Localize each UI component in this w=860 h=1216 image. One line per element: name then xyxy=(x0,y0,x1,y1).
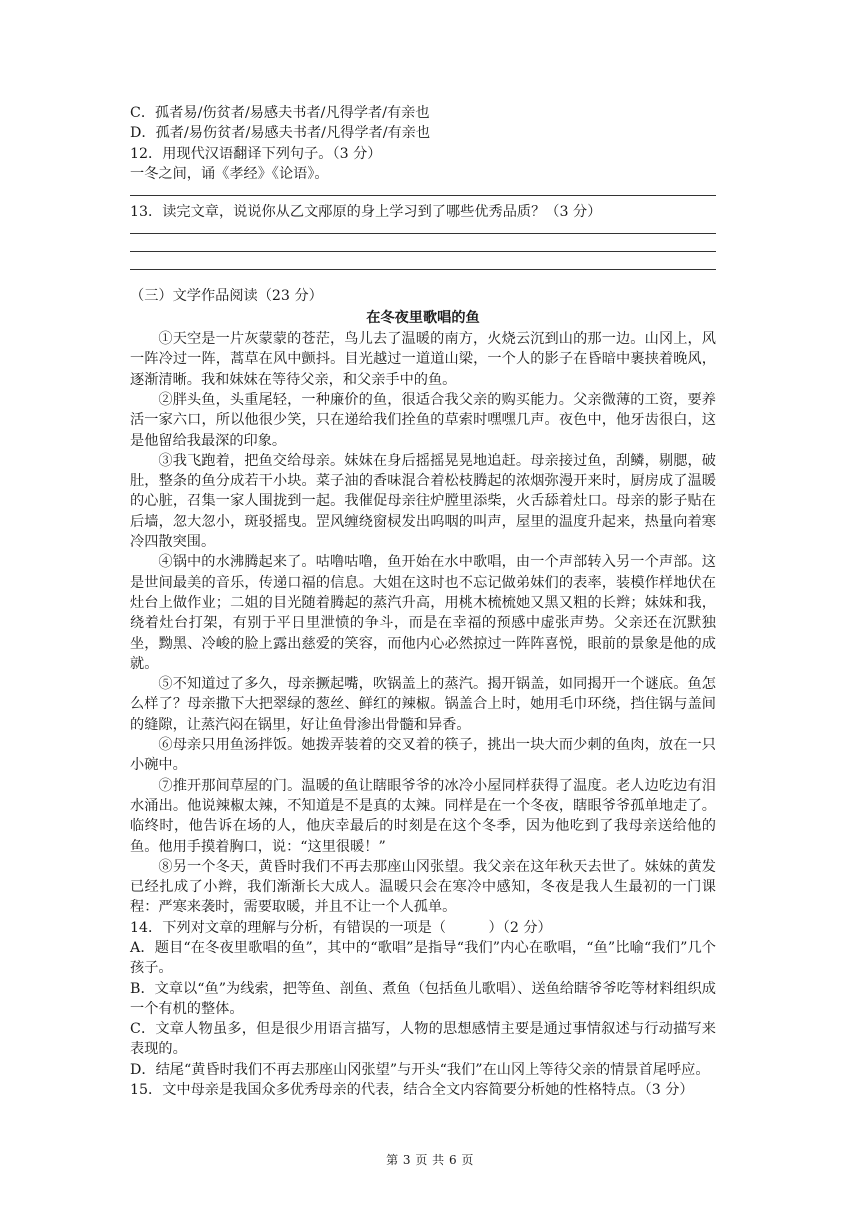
article-paragraph: ①天空是一片灰蒙蒙的苍茫，鸟儿去了温暖的南方，火烧云沉到山的那一边。山冈上，风一阵冷过一阵，蒿草在风中颤抖。目光越过一道道山梁，一个人的影子在昏暗中裹挟着晚风，逐渐清晰。我和妹妹在等待父亲，和父亲手中的鱼。 xyxy=(130,331,716,388)
article-title: 在冬夜里歌唱的鱼 xyxy=(366,309,480,326)
article-paragraph: ②胖头鱼，头重尾轻，一种廉价的鱼，很适合我父亲的购买能力。父亲微薄的工资，要养活一家六口，所以他很少笑，只在递给我们拴鱼的草索时嘿嘿几声。夜色中，他牙齿很白，这是他留给我最深的印象。 xyxy=(130,391,716,449)
article-paragraph: ⑤不知道过了多久，母亲撅起嘴，吹锅盖上的蒸汽。揭开锅盖，如同揭开一个谜底。鱼怎么样了？母亲撒下大把翠绿的葱丝、鲜红的辣椒。锅盖合上时，她用毛巾环绕，挡住锅与盖间的缝隙，让蒸汽闷在锅里，好让鱼骨渗出骨髓和异香。 xyxy=(130,676,716,733)
q15-stem: 15．文中母亲是我国众多优秀母亲的代表，结合全文内容简要分析她的性格特点。（3 分） xyxy=(130,1082,694,1099)
article-paragraph: ⑧另一个冬天，黄昏时我们不再去那座山冈张望。我父亲在这年秋天去世了。妹妹的黄发已经扎成了小辫，我们渐渐长大成人。温暖只会在寒冷中感知，冬夜是我人生最初的一门课程：严寒来袭时，需要取暖，并且不让一个人孤单。 xyxy=(130,858,716,916)
q14-option-a: A．题目“在冬夜里歌唱的鱼”，其中的“歌唱”是指导“我们”内心在歌唱，“鱼”比喻“我们”几个孩子。 xyxy=(130,939,716,977)
q12-stem: 12．用现代汉语翻译下列句子。（3 分） xyxy=(130,145,382,162)
section-heading: （三）文学作品阅读（23 分） xyxy=(130,288,323,305)
page-content xyxy=(130,103,716,1100)
q12-sentence: 一冬之间，诵《孝经》《论语》。 xyxy=(130,165,329,182)
article-paragraph: ⑥母亲只用鱼汤拌饭。她拨弄装着的交叉着的筷子，挑出一块大而少刺的鱼肉，放在一只小碗中。 xyxy=(130,737,716,774)
q14-option-c: C．文章人物虽多，但是很少用语言描写，人物的思想感情主要是通过事情叙述与行动描写来表现的。 xyxy=(130,1021,716,1058)
article-paragraph: ⑦推开那间草屋的门。温暖的鱼让瞎眼爷爷的冰冷小屋同样获得了温度。老人边吃边有泪水涌出。他说辣椒太辣，不知道是不是真的太辣。同样是在一个冬夜，瞎眼爷爷孤单地走了。临终时，他告诉在场的人，他庆幸最后的时刻是在这个冬季，因为他吃到了我母亲送给他的鱼。他用手摸着胸口，说：“这里很暖！” xyxy=(130,777,716,855)
q14-stem: 14．下列对文章的理解与分析，有错误的一项是（ ）（2 分） xyxy=(130,919,552,936)
article-paragraph: ③我飞跑着，把鱼交给母亲。妹妹在身后摇摇晃晃地追赶。母亲接过鱼，刮鳞，剔腮，破肚，整条的鱼分成若干小块。菜子油的香味混合着松枝腾起的浓烟弥漫开来时，厨房成了温暖的心脏，召集一家人围拢到一起。我催促母亲往炉膛里添柴，火舌舔着灶口。母亲的影子贴在后墙，忽大忽小，斑驳摇曳。罡风缠绕窗棂发出呜咽的叫声，屋里的温度升起来，热量向着寒冷四散突围。 xyxy=(130,452,716,551)
q11-option-c: C．孤者易/伤贫者/易感夫书者/凡得学者/有亲也 xyxy=(130,105,430,121)
q11-option-d: D．孤者/易伤贫者/易感夫书者/凡得学者/有亲也 xyxy=(130,125,431,142)
q14-option-b: B．文章以“鱼”为线索，把等鱼、剖鱼、煮鱼（包括鱼儿歌唱）、送鱼给瞎爷爷吃等材料组织成一个有机的整体。 xyxy=(130,980,716,1017)
page-footer: 第 3 页 共 6 页 xyxy=(386,1153,474,1167)
q14-option-d: D．结尾“黄昏时我们不再去那座山冈张望”与开头“我们”在山冈上等待父亲的情景首尾呼应。 xyxy=(130,1061,710,1078)
article-paragraph: ④锅中的水沸腾起来了。咕噜咕噜，鱼开始在水中歌唱，由一个声部转入另一个声部。这是世间最美的音乐，传递口福的信息。大姐在这时也不忘记做弟妹们的表率，装模作样地伏在灶台上做作业；二姐的目光随着腾起的蒸汽升高，用桃木梳梳她又黑又粗的长辫；妹妹和我，绕着灶台打架，有别于平日里泄愤的争斗，而是在幸福的预感中虚张声势。父亲还在沉默独坐，黝黑、冷峻的脸上露出慈爱的笑容，而他内心必然掠过一阵阵喜悦，眼前的景象是他的成就。 xyxy=(130,554,716,672)
q13-stem: 13．读完文章，说说你从乙文邴原的身上学习到了哪些优秀品质？（3 分） xyxy=(130,204,602,221)
